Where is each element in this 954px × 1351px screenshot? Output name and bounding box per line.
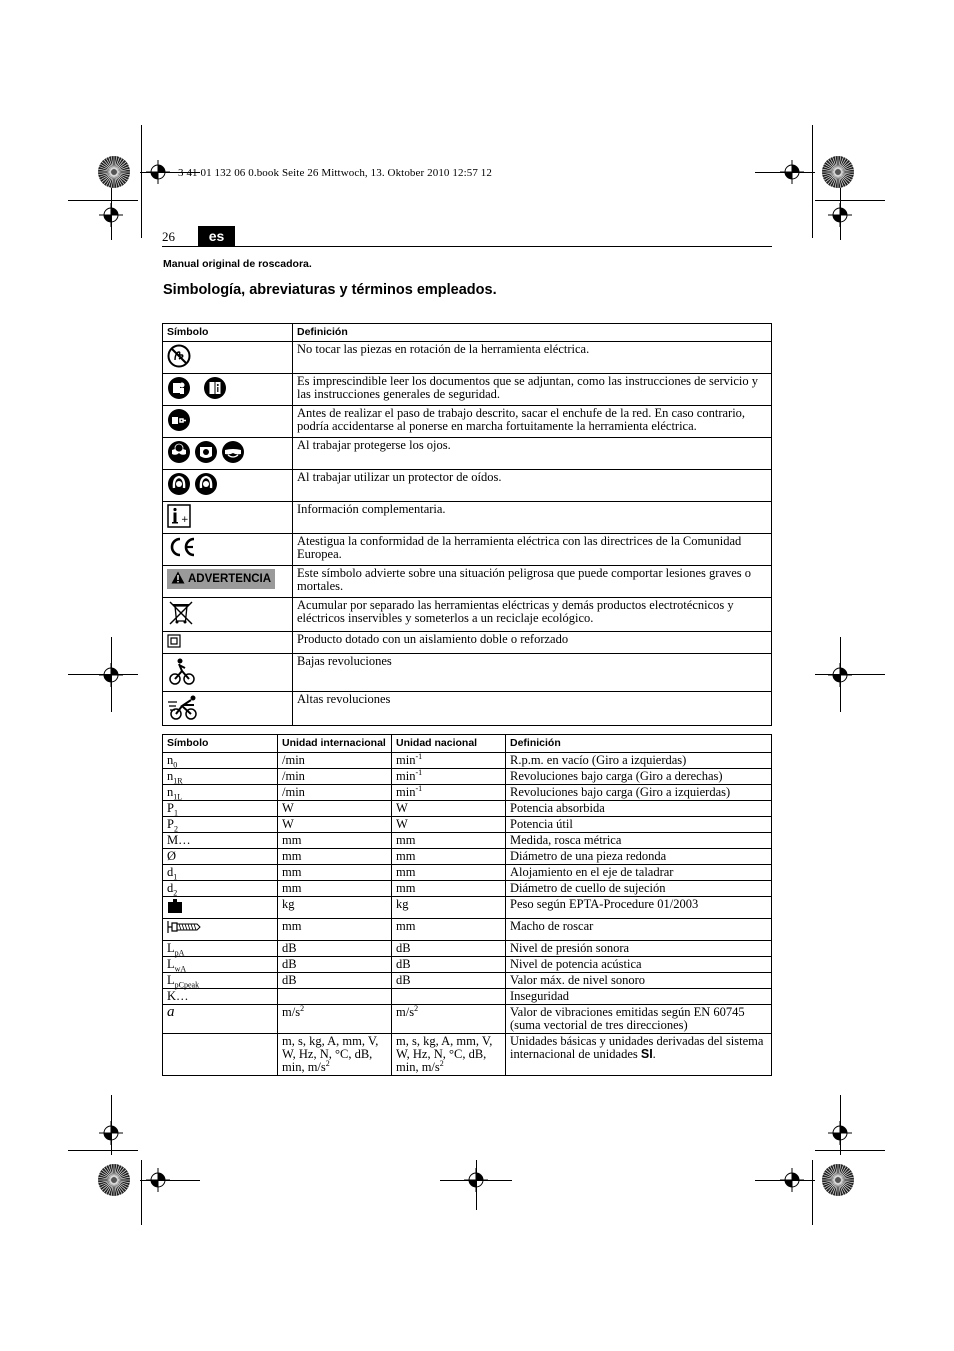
cell-text: dB [396,973,411,987]
definition-cell [506,919,772,941]
table-row [163,342,772,374]
cell-text: min [396,753,416,767]
column-header: Símbolo [163,324,293,342]
definition-cell [506,801,772,817]
symbol-cell [163,692,293,726]
definition-cell: Producto dotado con un aislamiento doble o reforzado [293,632,772,654]
subscript: 2 [173,888,178,898]
definition-cell: Es imprescindible leer los documentos que se adjuntan, como las instrucciones de servicio y las instrucciones generales de seguridad. [293,374,772,406]
symbol-cell [163,769,278,785]
cell-text: Potencia útil [510,817,573,831]
cell-text: dB [282,941,297,955]
cell-text: L [167,941,175,955]
symbol-cell [163,470,293,502]
cell-text: L [167,957,175,971]
national-unit-cell [392,973,506,989]
cell-text: dB [282,957,297,971]
registration-crosshair-icon [828,203,852,232]
cell-text: n [167,753,174,767]
table-row [163,833,772,849]
print-header: 3 41 01 132 06 0.book Seite 26 Mittwoch, 13. Oktober 2010 12:57 12 [178,167,492,179]
cell-text: Valor máx. de nivel sonoro [510,973,646,987]
registration-crosshair-icon [828,1121,852,1150]
definition-cell [506,753,772,769]
cell-text: mm [396,919,416,933]
superscript: 2 [414,1003,419,1013]
cell-text: /min [282,753,305,767]
cell-text: . [652,1047,656,1061]
definition-cell: Altas revoluciones [293,692,772,726]
cell-text: /min [282,785,305,799]
registration-crosshair-icon [828,663,852,692]
registration-crosshair-icon [99,663,123,692]
crop-line [815,1150,885,1151]
column-header: Definición [506,735,772,753]
table-row [163,865,772,881]
definition-cell [506,973,772,989]
cell-text: Revoluciones bajo carga (Giro a izquierdas) [510,785,731,799]
national-unit-cell [392,785,506,801]
symbol-cell [163,598,293,632]
cell-text: W [282,801,294,815]
cell-text: Alojamiento en el eje de taladrar [510,865,674,879]
cell-text: mm [396,881,416,895]
table-row [163,534,772,566]
cell-text: Macho de roscar [510,919,594,933]
definition-cell [506,865,772,881]
superscript: 2 [300,1003,305,1013]
cell-text: K… [167,989,189,1003]
superscript: -1 [415,767,423,777]
cell-text: L [167,973,175,987]
safety-goggles-icon [167,440,191,467]
symbol-cell [163,1034,278,1076]
national-unit-cell [392,897,506,919]
crop-line [68,1150,138,1151]
cell-text: min [396,769,416,783]
cell-text: Ø [167,849,177,863]
international-unit-cell [278,801,392,817]
goggles-icon [221,440,245,467]
definition-cell [506,849,772,865]
symbol-cell [163,406,293,438]
international-unit-cell [278,941,392,957]
crop-line [812,1160,813,1225]
column-header: Unidad nacional [392,735,506,753]
superscript: 2 [439,1058,444,1068]
cell-text: m, s, kg, A, mm, V, W, Hz, N, °C, dB, min, m/s [396,1034,493,1074]
crop-line [812,125,813,238]
cell-text: Diámetro de una pieza redonda [510,849,667,863]
definition-cell [506,989,772,1005]
cell-text: P [167,801,174,815]
international-unit-cell [278,919,392,941]
table-row [163,989,772,1005]
symbol-cell [163,865,278,881]
definition-cell: Acumular por separado las herramientas eléctricas y demás productos electrotécnicos y eléctricos inservibles y someterlos a un reciclaje ecológico. [293,598,772,632]
table-row [163,692,772,726]
cell-text: W [396,801,408,815]
subscript: pA [174,948,185,958]
national-unit-cell [392,753,506,769]
cell-text: mm [282,849,302,863]
cell-text: Peso según EPTA-Procedure 01/2003 [510,897,699,911]
national-unit-cell [392,817,506,833]
registration-crosshair-icon [146,160,170,189]
national-unit-cell [392,989,506,1005]
registration-starburst-icon [821,155,855,194]
table-row [163,438,772,470]
definition-cell [506,785,772,801]
national-unit-cell [392,941,506,957]
international-unit-cell [278,753,392,769]
cell-text: kg [282,897,295,911]
cell-text: mm [282,881,302,895]
symbol-cell [163,833,278,849]
symbol-cell [163,973,278,989]
national-unit-cell [392,833,506,849]
international-unit-cell [278,817,392,833]
symbol-cell [163,785,278,801]
cell-text: Valor de vibraciones emitidas según EN 60745 (suma vectorial de tres direcciones) [510,1005,745,1032]
table-row [163,566,772,598]
symbol-cell [163,534,293,566]
section-heading: Simbología, abreviaturas y términos empleados. [163,282,497,298]
table-row [163,957,772,973]
definition-cell: Al trabajar protegerse los ojos. [293,438,772,470]
definition-cell [506,897,772,919]
international-unit-cell [278,957,392,973]
ce-mark-icon [167,536,197,561]
units-table [162,734,772,1076]
book-icon [203,376,227,403]
warning-label [167,569,275,589]
crop-line [141,125,142,238]
page-number: 26 [162,229,175,244]
national-unit-cell [392,881,506,897]
cell-text: Inseguridad [510,989,570,1003]
international-unit-cell [278,865,392,881]
cell-text: W [282,817,294,831]
registration-crosshair-icon [780,1168,804,1197]
cell-text: Unidades básicas y unidades derivadas del sistema internacional de unidades [510,1034,764,1061]
table-row [163,632,772,654]
cell-text: mm [282,865,302,879]
subscript: pCpeak [174,980,200,990]
registration-starburst-icon [97,155,131,194]
column-header: Unidad internacional [278,735,392,753]
symbol-cell [163,919,278,941]
superscript: -1 [415,783,423,793]
warning-icon [171,571,185,588]
national-unit-cell [392,801,506,817]
cell-text: d [167,865,174,879]
cell-text: dB [396,957,411,971]
national-unit-cell [392,957,506,973]
document-subtitle: Manual original de roscadora. [163,258,312,270]
table-row [163,1005,772,1034]
national-unit-cell [392,1034,506,1076]
subscript: 1 [173,808,178,818]
symbol-cell [163,957,278,973]
international-unit-cell [278,1005,392,1034]
table-row [163,753,772,769]
cell-text: kg [396,897,409,911]
national-unit-cell [392,1005,506,1034]
symbol-cell [163,941,278,957]
definition-cell [506,1005,772,1034]
cell-text: n [167,785,174,799]
international-unit-cell [278,989,392,1005]
symbol-cell [163,897,278,919]
symbol-cell [163,1005,278,1034]
national-unit-cell [392,919,506,941]
subscript: 1R [173,776,183,786]
definition-cell: Bajas revoluciones [293,654,772,692]
national-unit-cell [392,849,506,865]
table-row [163,973,772,989]
definition-cell [506,957,772,973]
svg-text:+: + [181,515,189,525]
cell-text: mm [396,865,416,879]
definition-cell [506,1034,772,1076]
cell-text: P [167,817,174,831]
double-insulation-icon [167,634,181,651]
cell-text: min [396,785,416,799]
cell-text: n [167,769,174,783]
crop-line [141,1160,142,1225]
international-unit-cell [278,1034,392,1076]
symbol-cell [163,566,293,598]
symbol-cell [163,849,278,865]
registration-crosshair-icon [780,160,804,189]
definition-cell [506,817,772,833]
table-row [163,406,772,438]
international-unit-cell [278,849,392,865]
column-header: Definición [293,324,772,342]
cell-text: Nivel de potencia acústica [510,957,642,971]
cell-text: M… [167,833,191,847]
table-row [163,941,772,957]
definition-cell [506,941,772,957]
table-row [163,849,772,865]
international-unit-cell [278,973,392,989]
registration-crosshair-icon [99,203,123,232]
subscript: 2 [173,824,178,834]
subscript: 1 [173,872,178,882]
subscript: 1L [173,792,183,802]
table-row [163,769,772,785]
cell-text: m/s [396,1005,415,1019]
definition-cell [506,833,772,849]
symbol-cell [163,438,293,470]
warning-label-text: ADVERTENCIA [188,572,272,585]
symbol-cell [163,502,293,534]
table-row [163,374,772,406]
symbol-cell [163,654,293,692]
read-manual-icon [167,376,191,403]
cell-text: a [167,1004,175,1020]
symbol-cell [163,374,293,406]
tap-icon [167,920,201,937]
low-speed-cyclist-icon [167,656,197,689]
superscript: 2 [325,1058,330,1068]
cell-text: mm [282,833,302,847]
symbol-cell [163,881,278,897]
cell-text: Medida, rosca métrica [510,833,622,847]
definition-cell: Este símbolo advierte sobre una situación peligrosa que puede comportar lesiones graves o mortales. [293,566,772,598]
subscript: wA [174,964,187,974]
symbols-table [162,323,772,726]
table-row [163,817,772,833]
registration-starburst-icon [821,1163,855,1202]
registration-crosshair-icon [464,1168,488,1197]
cell-text: R.p.m. en vacío (Giro a izquierdas) [510,753,687,767]
crop-line [68,200,138,201]
cell-text: mm [282,919,302,933]
registration-crosshair-icon [99,1121,123,1150]
definition-cell: Atestigua la conformidad de la herramienta eléctrica con las directrices de la Comunidad Europea. [293,534,772,566]
table-row [163,598,772,632]
language-tag: es [198,226,235,246]
superscript: -1 [415,751,423,761]
definition-cell: Información complementaria. [293,502,772,534]
cell-text: m, s, kg, A, mm, V, W, Hz, N, °C, dB, min, m/s [282,1034,379,1074]
face-shield-icon [194,440,218,467]
weee-bin-icon [167,600,195,629]
definition-cell: No tocar las piezas en rotación de la herramienta eléctrica. [293,342,772,374]
unplug-icon [167,408,191,435]
registration-starburst-icon [97,1163,131,1202]
ear-protection-icon [167,472,191,499]
cell-text: m/s [282,1005,301,1019]
crop-line [815,200,885,201]
table-row [163,897,772,919]
definition-cell: Antes de realizar el paso de trabajo descrito, sacar el enchufe de la red. En caso contrario, podría accidentarse al ponerse en marcha fortuitamente la herramienta eléctrica. [293,406,772,438]
table-row [163,654,772,692]
cell-text: Potencia absorbida [510,801,605,815]
definition-cell [506,769,772,785]
symbol-cell [163,817,278,833]
international-unit-cell [278,769,392,785]
no-touch-rotating-icon [167,344,191,371]
international-unit-cell [278,785,392,801]
high-speed-cyclist-icon [167,694,201,723]
cell-text: SI [640,1047,653,1061]
registration-crosshair-icon [146,1168,170,1197]
cell-text: W [396,817,408,831]
international-unit-cell [278,833,392,849]
column-header: Símbolo [163,735,278,753]
symbol-cell [163,342,293,374]
cell-text: Nivel de presión sonora [510,941,630,955]
cell-text: Revoluciones bajo carga (Giro a derechas) [510,769,723,783]
table-row [163,470,772,502]
weight-icon [167,898,183,917]
subscript: 0 [173,760,178,770]
cell-text: Diámetro de cuello de sujeción [510,881,666,895]
cell-text: d [167,881,174,895]
table-row [163,919,772,941]
national-unit-cell [392,865,506,881]
cell-text: mm [396,849,416,863]
cell-text: dB [396,941,411,955]
cell-text: /min [282,769,305,783]
international-unit-cell [278,897,392,919]
definition-cell: Al trabajar utilizar un protector de oídos. [293,470,772,502]
definition-cell [506,881,772,897]
table-row [163,1034,772,1076]
header-rule [162,246,772,247]
symbol-cell [163,753,278,769]
cell-text: mm [396,833,416,847]
table-row [163,785,772,801]
table-row [163,502,772,534]
cell-text: dB [282,973,297,987]
symbol-cell [163,801,278,817]
symbol-cell [163,989,278,1005]
international-unit-cell [278,881,392,897]
info-icon [167,504,191,531]
symbol-cell [163,632,293,654]
ear-protection-icon [194,472,218,499]
table-row [163,881,772,897]
table-row [163,801,772,817]
national-unit-cell [392,769,506,785]
